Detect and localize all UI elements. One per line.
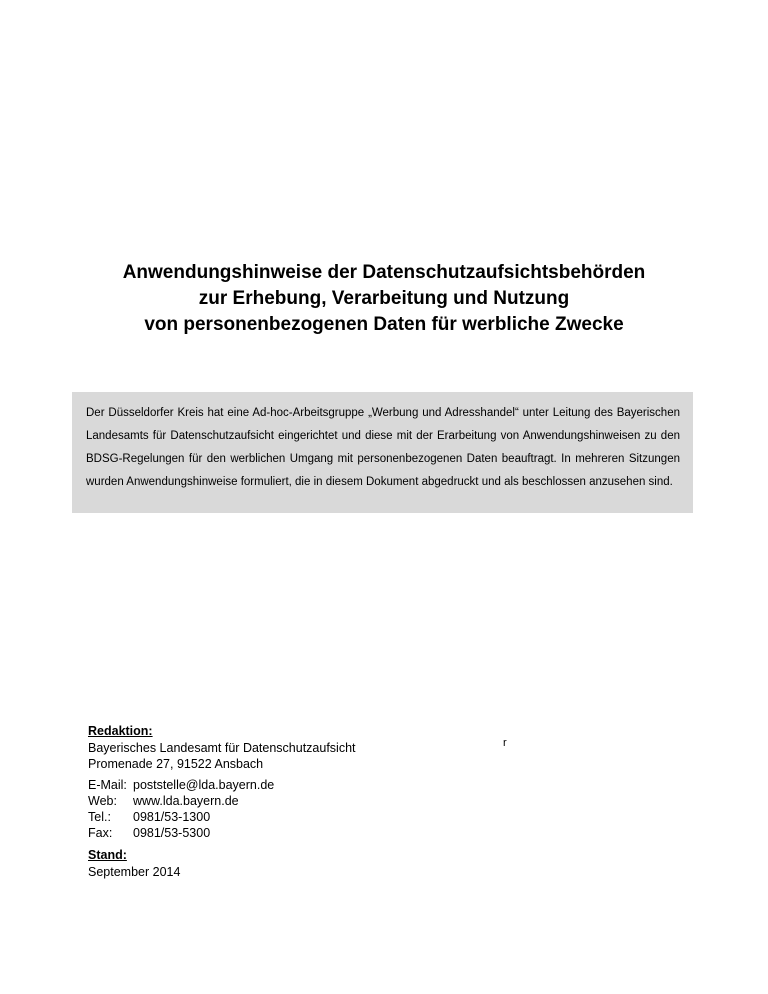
status-section [88,847,180,880]
contact-label: E-Mail: [88,777,127,792]
title-line-2: zur Erhebung, Verarbeitung und Nutzung [198,288,570,309]
stray-character: r [503,737,507,749]
contact-label: Tel.: [88,809,111,824]
intro-text-box [72,392,693,513]
contact-row-email [88,777,274,793]
contact-label: Web: [88,793,117,808]
contact-row-fax [88,825,274,841]
editorial-organisation: Bayerisches Landesamt für Datenschutzaufsicht [88,740,356,755]
title-line-3: von personenbezogenen Daten für werbliche Zwecke [144,314,624,335]
contact-fax: 0981/53-5300 [133,825,211,840]
status-heading: Stand: [88,848,127,862]
contact-phone: 0981/53-1300 [133,809,211,824]
contact-row-web [88,793,274,809]
editorial-heading: Redaktion: [88,724,153,738]
contact-table [88,777,274,841]
document-title [60,260,708,338]
title-line-1: Anwendungshinweise der Datenschutzaufsichtsbehörden [122,262,646,283]
contact-label: Fax: [88,825,113,840]
editorial-address: Promenade 27, 91522 Ansbach [88,757,264,771]
contact-web: www.lda.bayern.de [133,793,239,808]
contact-row-phone [88,809,274,825]
status-date: September 2014 [88,864,181,879]
editorial-section [88,723,356,841]
intro-paragraph: Der Düsseldorfer Kreis hat eine Ad-hoc-Arbeitsgruppe „Werbung und Adresshandel“ unter Leitung des Bayerischen Landesamts für Datenschutzaufsicht eingerichtet und diese mit der Erarbeitung von Anwendungshinweisen zu den BDSG-Regelungen für den werblichen Umgang mit personenbezogenen Daten beauftragt. In mehreren Sitzungen wurden Anwendungshinweise formuliert, die in diesem Dokument abgedruckt und als beschlossen anzusehen sind. [86,407,680,488]
contact-email: poststelle@lda.bayern.de [133,777,275,792]
